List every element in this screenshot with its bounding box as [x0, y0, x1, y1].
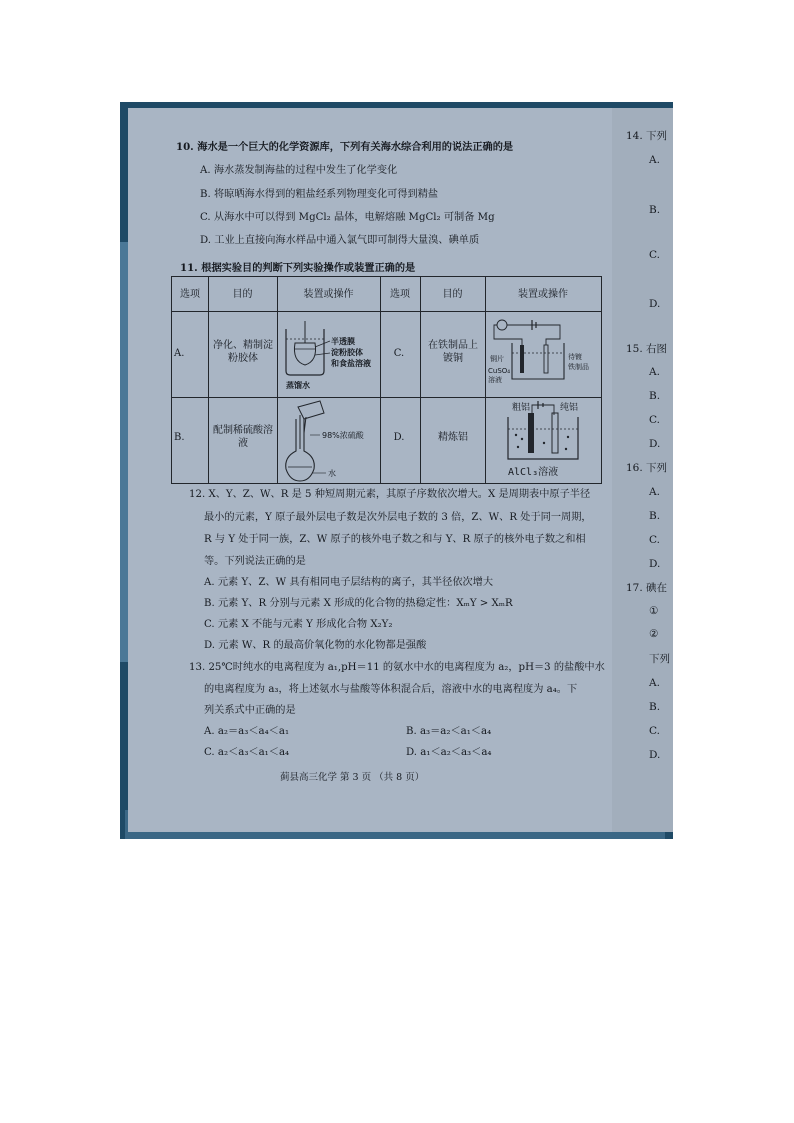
next-page-edge	[612, 108, 673, 832]
q12-option-d: D. 元素 W、R 的最高价氧化物的水化物都是强酸	[204, 640, 427, 651]
option-label: D.	[393, 432, 405, 443]
edge-text: A.	[649, 154, 660, 166]
figure-label: 98%浓硫酸	[322, 431, 364, 440]
figure-label: 半透膜	[331, 337, 355, 346]
table-header: 选项	[390, 289, 410, 300]
copper-plating-apparatus-figure	[488, 315, 598, 395]
question-11-stem: 11. 根据实验目的判断下列实验操作或装置正确的是	[180, 262, 416, 274]
question-11-table	[171, 276, 602, 484]
figure-label: AlCl₃溶液	[508, 467, 559, 478]
edge-text: 14. 下列	[626, 130, 668, 142]
figure-label: 和食盐溶液	[331, 359, 371, 368]
table-header: 目的	[232, 289, 253, 300]
option-label: A.	[174, 348, 185, 359]
edge-text: B.	[649, 510, 661, 522]
figure-label: 水	[328, 469, 336, 478]
edge-text: A.	[649, 486, 660, 498]
figure-label: 蒸馏水	[286, 381, 310, 390]
q13-option-a: A. a₂＝a₃＜a₄＜a₁	[204, 726, 290, 737]
edge-text: ①	[649, 605, 659, 617]
figure-label: 粗铝	[512, 403, 531, 413]
question-13-line: 的电离程度为 a₃，将上述氨水与盐酸等体积混合后，溶液中水的电离程度为 a₄。下	[204, 684, 578, 695]
edge-text: D.	[649, 298, 661, 310]
page-footer: 蓟县高三化学 第 3 页 （共 8 页）	[280, 772, 425, 783]
edge-text: D.	[649, 438, 661, 450]
question-12-line: 最小的元素，Y 原子最外层电子数是次外层电子数的 3 倍，Z、W、R 处于同一周期，	[204, 512, 592, 523]
question-10-stem: 10. 海水是一个巨大的化学资源库，下列有关海水综合利用的说法正确的是	[176, 141, 514, 153]
edge-text: B.	[649, 701, 661, 713]
edge-text: D.	[649, 749, 661, 761]
edge-text: C.	[649, 249, 660, 261]
q13-option-c: C. a₂＜a₃＜a₁＜a₄	[204, 747, 290, 758]
edge-text: ②	[649, 628, 659, 640]
dilution-apparatus-figure	[280, 399, 378, 483]
purpose-text: 净化、精制淀粉胶体	[213, 340, 273, 364]
q12-option-b: B. 元素 Y、R 分别与元素 X 形成的化合物的热稳定性：XₘY > XₘR	[204, 598, 513, 609]
question-12-line: 等。下列说法正确的是	[204, 556, 306, 567]
edge-text: C.	[649, 725, 660, 737]
q10-option-c: C. 从海水中可以得到 MgCl₂ 晶体，电解熔融 MgCl₂ 可制备 Mg	[200, 212, 495, 223]
table-header: 装置或操作	[518, 289, 568, 300]
purpose-text: 在铁制品上镀铜	[428, 340, 478, 364]
edge-text: D.	[649, 558, 661, 570]
q13-option-d: D. a₁＜a₂＜a₃＜a₄	[406, 747, 492, 758]
question-12-line: 12. X、Y、Z、W、R 是 5 种短周期元素，其原子序数依次增大。X 是周期表中原子半径	[189, 489, 591, 500]
table-header: 装置或操作	[303, 289, 354, 300]
figure-label: 待镀	[568, 353, 582, 361]
edge-text: 15. 右图	[626, 343, 668, 355]
q10-option-d: D. 工业上直接向海水样品中通入氯气即可制得大量溴、碘单质	[200, 235, 480, 246]
edge-text: C.	[649, 414, 660, 426]
edge-text: A.	[649, 677, 660, 689]
question-13-line: 13. 25℃时纯水的电离程度为 a₁,pH＝11 的氨水中水的电离程度为 a₂，pH＝3 的盐酸中水	[189, 662, 605, 673]
question-13-line: 列关系式中正确的是	[204, 705, 296, 716]
aluminum-refining-apparatus-figure	[488, 399, 598, 483]
figure-label: 铜片	[490, 355, 504, 363]
figure-label: 铁制品	[568, 363, 589, 371]
q10-option-a: A. 海水蒸发制海盐的过程中发生了化学变化	[200, 165, 398, 176]
q12-option-a: A. 元素 Y、Z、W 具有相同电子层结构的离子，其半径依次增大	[204, 577, 494, 588]
figure-label: 淀粉胶体	[331, 348, 363, 357]
purpose-text: 精炼铝	[438, 432, 468, 443]
option-label: C.	[393, 348, 405, 359]
edge-text: B.	[649, 204, 661, 216]
q10-option-b: B. 将晾晒海水得到的粗盐经系列物理变化可得到精盐	[200, 189, 439, 200]
edge-text: 下列	[649, 653, 670, 665]
edge-text: B.	[649, 390, 661, 402]
figure-label: 纯铝	[560, 403, 579, 413]
exam-page	[128, 108, 612, 832]
edge-text: C.	[649, 534, 660, 546]
table-header: 目的	[442, 289, 463, 300]
question-12-line: R 与 Y 处于同一族，Z、W 原子的核外电子数之和与 Y、R 原子的核外电子数之和相	[204, 534, 586, 545]
purpose-text: 配制稀硫酸溶液	[213, 425, 273, 449]
q13-option-b: B. a₃＝a₂＜a₁＜a₄	[406, 726, 492, 737]
dialysis-apparatus-figure	[280, 321, 378, 391]
q12-option-c: C. 元素 X 不能与元素 Y 形成化合物 X₂Y₂	[204, 619, 393, 630]
figure-label: 溶液	[488, 376, 502, 384]
option-label: B.	[174, 432, 185, 443]
edge-text: 17. 碘在	[626, 582, 668, 594]
edge-text: A.	[649, 366, 660, 378]
table-header: 选项	[180, 289, 200, 300]
edge-text: 16. 下列	[626, 462, 668, 474]
figure-label: CuSO₄	[488, 367, 511, 375]
